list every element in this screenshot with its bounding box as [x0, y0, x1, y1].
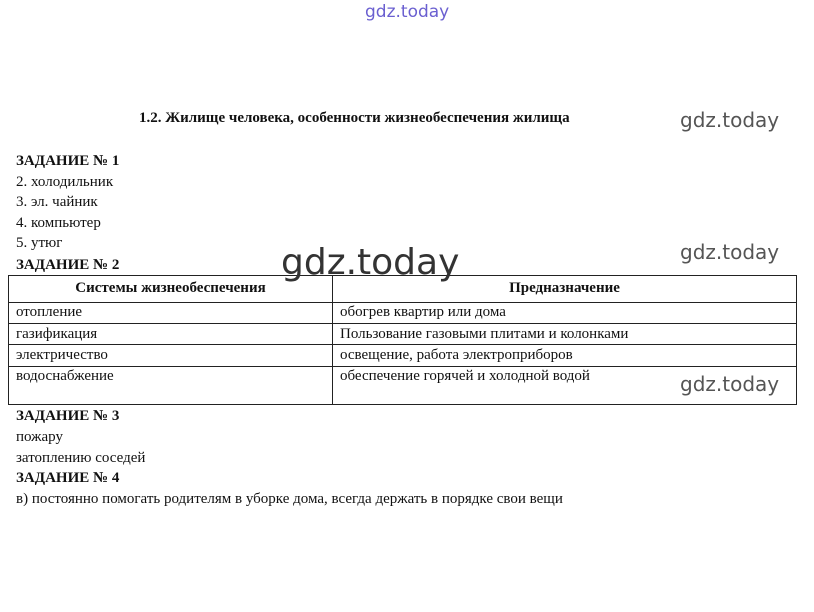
- cell-purpose: освещение, работа электроприборов: [333, 345, 797, 366]
- cell-purpose: обогрев квартир или дома: [333, 302, 797, 323]
- task1-item: 3. эл. чайник: [16, 194, 98, 210]
- table-row: [9, 323, 797, 344]
- column-header-purpose: Предназначение: [333, 276, 797, 303]
- cell-purpose: Пользование газовыми плитами и колонками: [333, 323, 797, 344]
- watermark-top: gdz.today: [365, 2, 450, 22]
- cell-purpose: обеспечение горячей и холодной водой: [333, 366, 797, 404]
- watermark-right-3: gdz.today: [680, 372, 780, 396]
- task1-heading: ЗАДАНИЕ № 1: [16, 153, 120, 169]
- table-row: [9, 302, 797, 323]
- cell-system: отопление: [9, 302, 333, 323]
- task3-item: затоплению соседей: [16, 450, 146, 466]
- column-header-systems: Системы жизнеобеспечения: [9, 276, 333, 303]
- table-row: [9, 345, 797, 366]
- task3-heading: ЗАДАНИЕ № 3: [16, 408, 120, 424]
- cell-system: электричество: [9, 345, 333, 366]
- task4-heading: ЗАДАНИЕ № 4: [16, 470, 120, 486]
- watermark-right-1: gdz.today: [680, 108, 780, 132]
- task4-answer: в) постоянно помогать родителям в уборке дома, всегда держать в порядке свои вещи: [16, 491, 563, 507]
- table-row: [9, 366, 797, 404]
- task1-item: 5. утюг: [16, 235, 63, 251]
- task2-heading: ЗАДАНИЕ № 2: [16, 257, 120, 273]
- cell-system: газификация: [9, 323, 333, 344]
- watermark-right-2: gdz.today: [680, 240, 780, 264]
- task3-item: пожару: [16, 429, 63, 445]
- systems-table: [8, 275, 797, 405]
- task1-item: 2. холодильник: [16, 174, 114, 190]
- watermark-center: gdz.today: [281, 242, 460, 283]
- page-title: 1.2. Жилище человека, особенности жизнеобеспечения жилища: [139, 110, 570, 126]
- task1-item: 4. компьютер: [16, 215, 101, 231]
- cell-system: водоснабжение: [9, 366, 333, 404]
